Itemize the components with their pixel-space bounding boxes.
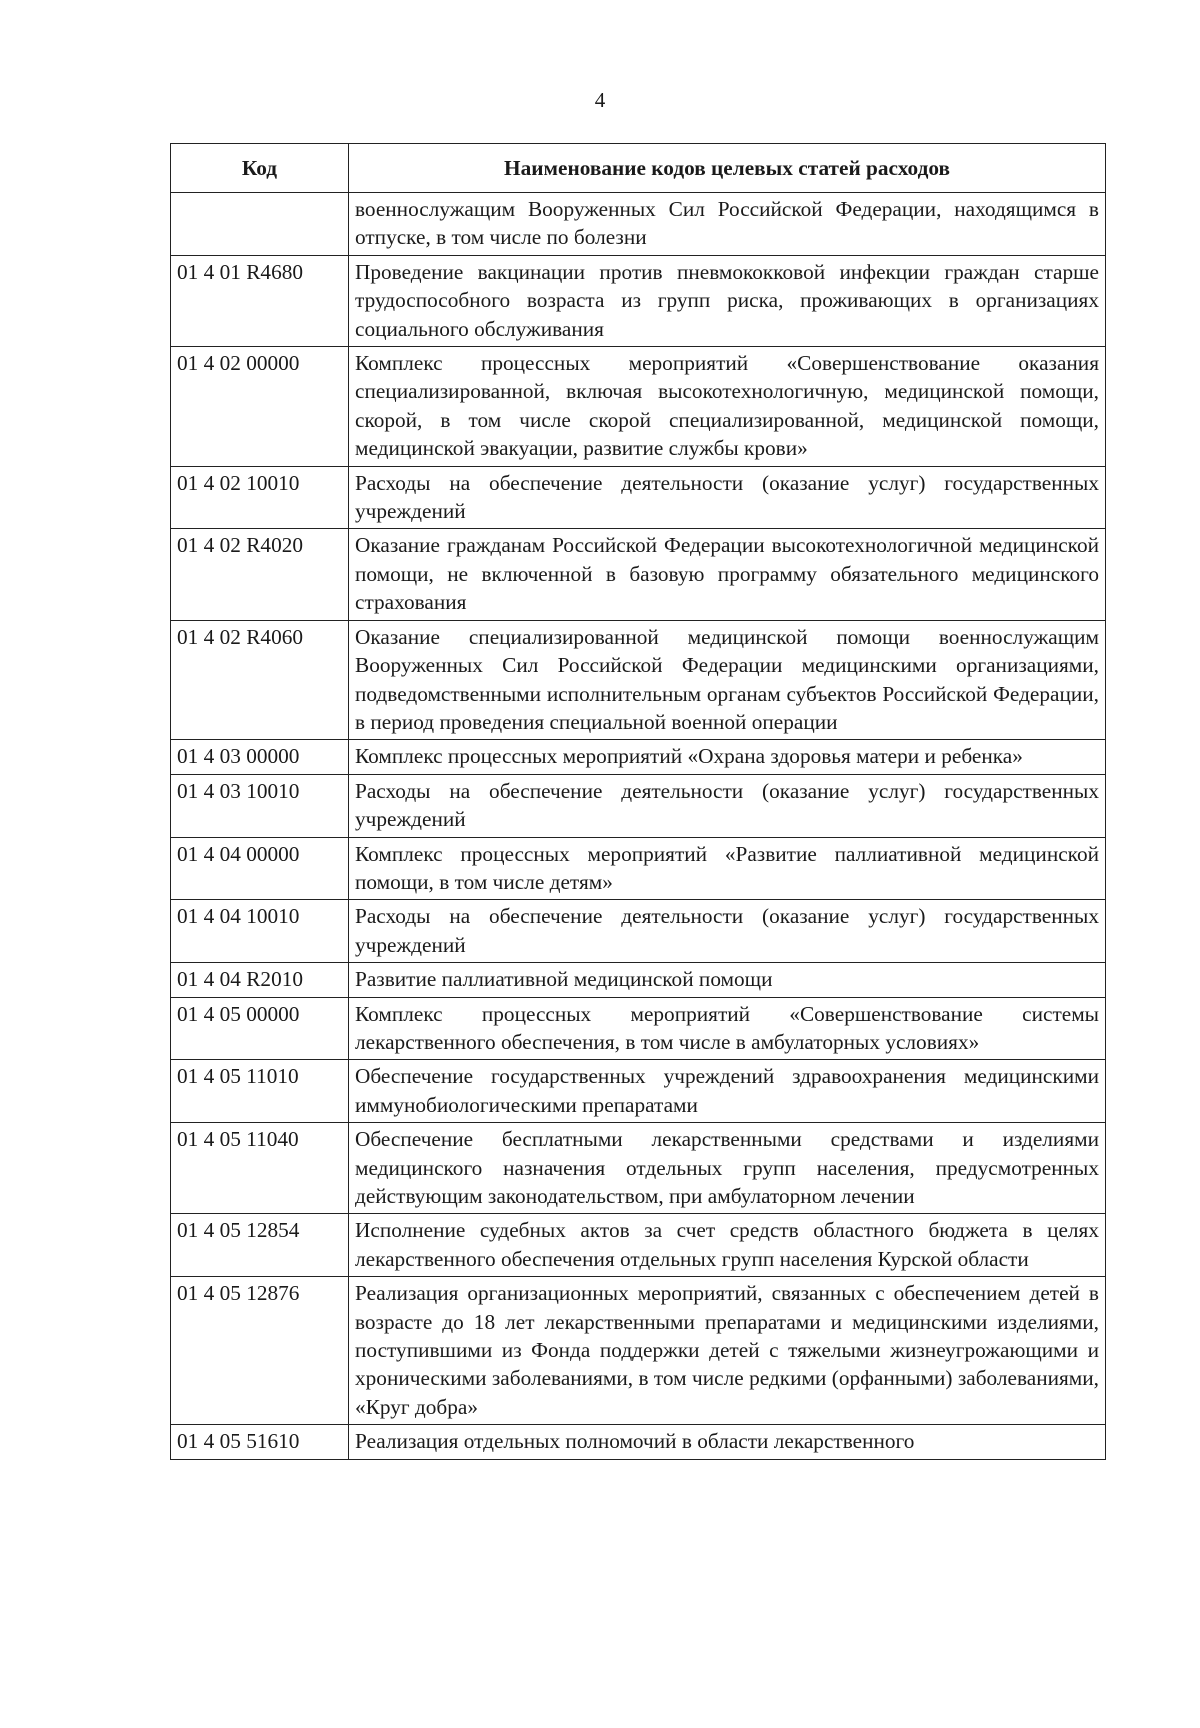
- table-row: [171, 1277, 1106, 1425]
- row-code: 01 4 02 00000: [171, 347, 349, 467]
- row-name: Обеспечение государственных учреждений здравоохранения медицинскими иммунобиологическими препаратами: [349, 1060, 1106, 1123]
- table-row: [171, 347, 1106, 467]
- row-code: 01 4 05 12854: [171, 1214, 349, 1277]
- row-name: Исполнение судебных актов за счет средств областного бюджета в целях лекарственного обеспечения отдельных групп населения Курской области: [349, 1214, 1106, 1277]
- row-name: Комплекс процессных мероприятий «Совершенствование оказания специализированной, включая высокотехнологичную, медицинской помощи, скорой, в том числе скорой специализированной, медицинской помощи, медицинской эвакуации, развитие службы крови»: [349, 347, 1106, 467]
- table-row: [171, 997, 1106, 1060]
- row-name: Реализация отдельных полномочий в области лекарственного: [349, 1425, 1106, 1459]
- row-code: 01 4 05 00000: [171, 997, 349, 1060]
- row-code: 01 4 05 12876: [171, 1277, 349, 1425]
- row-name: Комплекс процессных мероприятий «Развитие паллиативной медицинской помощи, в том числе детям»: [349, 837, 1106, 900]
- table-header-row: [171, 144, 1106, 193]
- row-code: 01 4 03 00000: [171, 740, 349, 774]
- row-name: Обеспечение бесплатными лекарственными средствами и изделиями медицинского назначения отдельных групп населения, предусмотренных действующим законодательством, при амбулаторном лечении: [349, 1123, 1106, 1214]
- row-code: 01 4 04 00000: [171, 837, 349, 900]
- row-code: 01 4 01 R4680: [171, 255, 349, 346]
- table-row: [171, 1214, 1106, 1277]
- row-code: 01 4 02 R4020: [171, 529, 349, 620]
- table-row: [171, 620, 1106, 740]
- table-row: [171, 193, 1106, 256]
- table-row: [171, 740, 1106, 774]
- table-row: [171, 1060, 1106, 1123]
- row-name: Комплекс процессных мероприятий «Совершенствование системы лекарственного обеспечения, в том числе в амбулаторных условиях»: [349, 997, 1106, 1060]
- row-name: Реализация организационных мероприятий, связанных с обеспечением детей в возрасте до 18 лет лекарственными препаратами и медицинскими изделиями, поступившими из Фонда поддержки детей с тяжелыми жизнеугрожающими и хроническими заболеваниями, в том числе редкими (орфанными) заболеваниями, «Круг добра»: [349, 1277, 1106, 1425]
- row-code: [171, 193, 349, 256]
- row-code: 01 4 03 10010: [171, 774, 349, 837]
- budget-codes-table: [170, 143, 1106, 1460]
- table-row: [171, 466, 1106, 529]
- table-row: [171, 1123, 1106, 1214]
- row-code: 01 4 05 11010: [171, 1060, 349, 1123]
- row-name: Комплекс процессных мероприятий «Охрана здоровья матери и ребенка»: [349, 740, 1106, 774]
- table-row: [171, 529, 1106, 620]
- row-code: 01 4 02 10010: [171, 466, 349, 529]
- row-name: Расходы на обеспечение деятельности (оказание услуг) государственных учреждений: [349, 774, 1106, 837]
- row-name: Развитие паллиативной медицинской помощи: [349, 963, 1106, 997]
- row-code: 01 4 04 10010: [171, 900, 349, 963]
- table-row: [171, 837, 1106, 900]
- table-row: [171, 963, 1106, 997]
- row-code: 01 4 02 R4060: [171, 620, 349, 740]
- row-name: Проведение вакцинации против пневмококковой инфекции граждан старше трудоспособного возраста из групп риска, проживающих в организациях социального обслуживания: [349, 255, 1106, 346]
- page-number: 4: [594, 88, 606, 112]
- row-code: 01 4 05 11040: [171, 1123, 349, 1214]
- header-code: Код: [171, 144, 349, 193]
- row-name: Оказание гражданам Российской Федерации высокотехнологичной медицинской помощи, не включенной в базовую программу обязательного медицинского страхования: [349, 529, 1106, 620]
- row-name: военнослужащим Вооруженных Сил Российской Федерации, находящимся в отпуске, в том числе по болезни: [349, 193, 1106, 256]
- row-name: Расходы на обеспечение деятельности (оказание услуг) государственных учреждений: [349, 466, 1106, 529]
- row-name: Оказание специализированной медицинской помощи военнослужащим Вооруженных Сил Российской Федерации медицинскими организациями, подведомственными исполнительным органам субъектов Российской Федерации, в период проведения специальной военной операции: [349, 620, 1106, 740]
- row-code: 01 4 05 51610: [171, 1425, 349, 1459]
- header-name: Наименование кодов целевых статей расходов: [349, 144, 1106, 193]
- table-row: [171, 900, 1106, 963]
- table-row: [171, 1425, 1106, 1459]
- table-row: [171, 774, 1106, 837]
- table-row: [171, 255, 1106, 346]
- row-name: Расходы на обеспечение деятельности (оказание услуг) государственных учреждений: [349, 900, 1106, 963]
- row-code: 01 4 04 R2010: [171, 963, 349, 997]
